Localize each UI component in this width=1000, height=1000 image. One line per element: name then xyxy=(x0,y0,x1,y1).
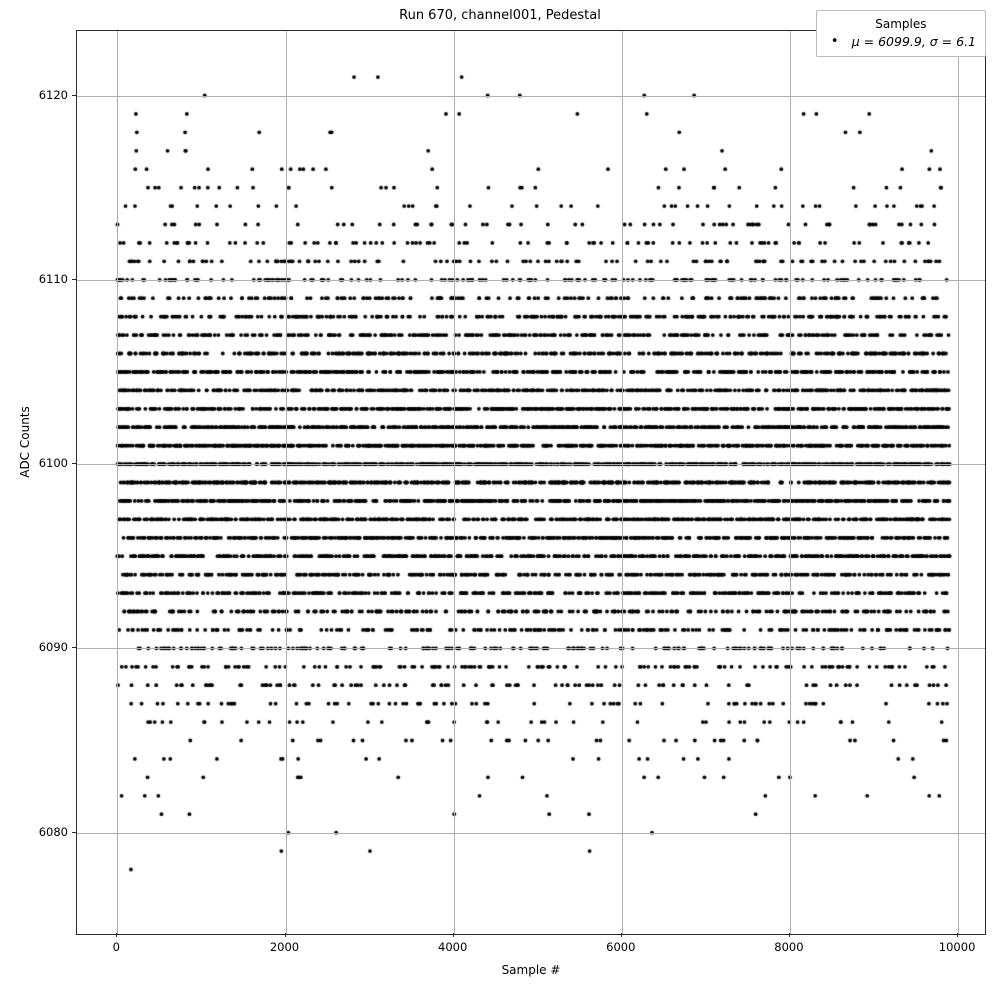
y-tick-mark xyxy=(72,279,76,280)
y-axis-label: ADC Counts xyxy=(18,406,32,478)
legend-item-samples xyxy=(826,34,976,49)
y-tick-mark xyxy=(72,647,76,648)
y-tick-mark xyxy=(72,463,76,464)
gridline-vertical xyxy=(286,31,287,934)
page-title: Run 670, channel001, Pedestal xyxy=(399,8,601,23)
legend-item-label: μ = 6099.9, σ = 6.1 xyxy=(851,34,976,49)
y-tick-label: 6120 xyxy=(38,87,68,102)
x-tick-label: 0 xyxy=(112,940,121,954)
y-tick-label: 6090 xyxy=(38,640,68,655)
x-axis-label: Sample # xyxy=(501,963,561,977)
gridline-vertical xyxy=(622,31,623,934)
y-tick-label: 6080 xyxy=(38,824,68,839)
x-tick-mark xyxy=(957,933,958,937)
gridline-horizontal xyxy=(77,280,985,281)
x-tick-label: 8000 xyxy=(774,940,804,954)
x-tick-label: 4000 xyxy=(438,940,468,954)
gridline-horizontal xyxy=(77,648,985,649)
gridline-vertical xyxy=(454,31,455,934)
gridline-horizontal xyxy=(77,96,985,97)
y-tick-mark xyxy=(72,832,76,833)
plot-area xyxy=(76,30,986,935)
gridline-horizontal xyxy=(77,833,985,834)
x-tick-mark xyxy=(285,933,286,937)
gridline-horizontal xyxy=(77,464,985,465)
legend-marker-icon: • xyxy=(830,33,839,49)
gridline-vertical xyxy=(958,31,959,934)
x-tick-mark xyxy=(789,933,790,937)
x-tick-label: 2000 xyxy=(269,940,300,954)
y-tick-mark xyxy=(72,95,76,96)
gridline-vertical xyxy=(790,31,791,934)
x-tick-mark xyxy=(116,933,117,937)
x-tick-mark xyxy=(453,933,454,937)
scatter-points xyxy=(77,31,985,934)
x-tick-label: 10000 xyxy=(938,940,976,954)
y-tick-label: 6110 xyxy=(38,271,68,286)
x-tick-label: 6000 xyxy=(606,940,636,954)
y-tick-label: 6100 xyxy=(38,456,68,471)
x-tick-mark xyxy=(621,933,622,937)
legend-title: Samples xyxy=(875,17,927,31)
legend xyxy=(816,10,986,57)
gridline-vertical xyxy=(117,31,118,934)
